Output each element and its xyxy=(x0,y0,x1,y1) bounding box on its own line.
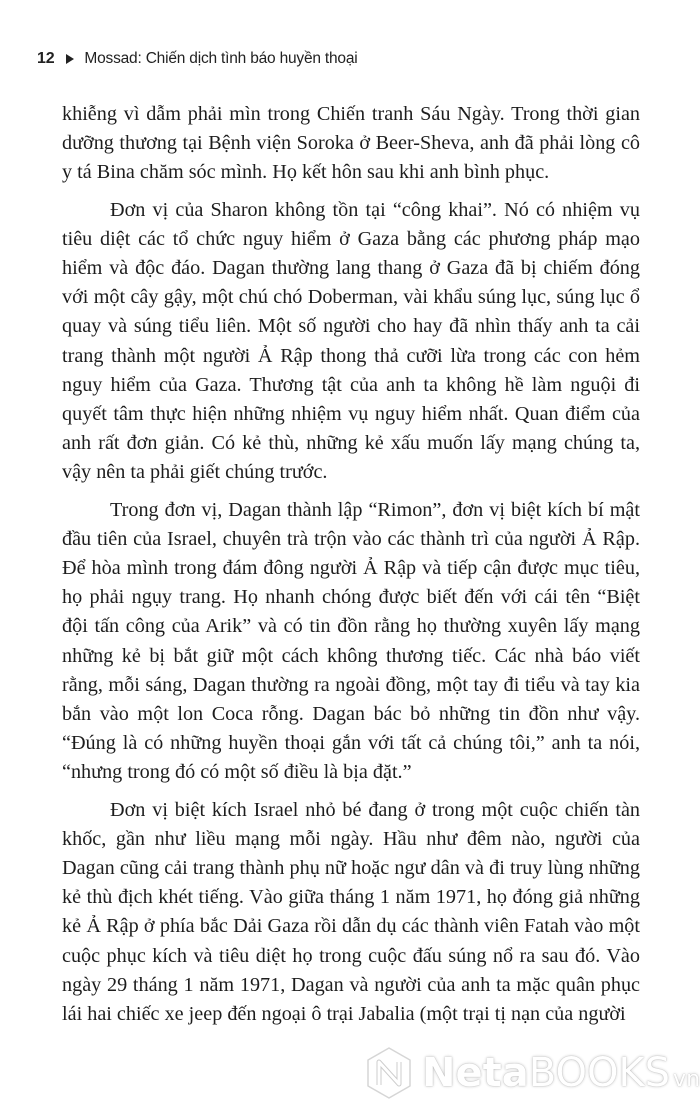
paragraph-1: khiễng vì dẫm phải mìn trong Chiến tranh Sáu Ngày. Trong thời gian dưỡng thương tại Bệnh viện Soroka ở Beer-Sheva, anh đã phải lòng cô y tá Bina chăm sóc mình. Họ kết hôn sau khi anh bình phục. xyxy=(62,103,640,184)
netabooks-watermark xyxy=(364,1045,700,1101)
triangle-right-icon xyxy=(66,54,74,64)
paragraph-2: Đơn vị của Sharon không tồn tại “công khai”. Nó có nhiệm vụ tiêu diệt các tổ chức nguy hiểm ở Gaza bằng các phương pháp mạo hiểm và độc đáo. Dagan thường lang thang ở Gaza đã bị chiếm đóng với một cây gậy, một chú chó Doberman, vài khẩu súng lục, súng lục ổ quay và súng tiểu liên. Một số người cho hay đã nhìn thấy anh ta cải trang thành một người Ả Rập thong thả cưỡi lừa trong các con hẻm nguy hiểm của Gaza. Thương tật của anh ta không hề làm nguội đi quyết tâm thực hiện những nhiệm vụ nguy hiểm nhất. Quan điểm của anh rất đơn giản. Có kẻ thù, những kẻ xấu muốn lấy mạng chúng ta, vậy nên ta phải giết chúng trước. xyxy=(62,198,640,484)
paragraph-3: Trong đơn vị, Dagan thành lập “Rimon”, đơn vị biệt kích bí mật đầu tiên của Israel, chuyên trà trộn vào các thành trì của người Ả Rập. Để hòa mình trong đám đông người Ả Rập và tiếp cận được mục tiêu, họ phải ngụy trang. Họ nhanh chóng được biết đến với cái tên “Biệt đội tấn công của Arik” và có tin đồn rằng họ thường xuyên lấy mạng những kẻ bị bắt giữ một cách không thương tiếc. Các nhà báo viết rằng, mỗi sáng, Dagan thường ra ngoài đồng, một tay đi tiểu và tay kia bắn vào một lon Coca rỗng. Dagan bác bỏ những tin đồn như vậy. “Đúng là có những huyền thoại gắn với tất cả chúng tôi,” anh ta nói, “nhưng trong đó có một số điều là bịa đặt.” xyxy=(62,498,640,784)
paragraph-4: Đơn vị biệt kích Israel nhỏ bé đang ở trong một cuộc chiến tàn khốc, gần như liều mạng mỗi ngày. Hầu như đêm nào, người của Dagan cũng cải trang thành phụ nữ hoặc ngư dân và đi truy lùng những kẻ thù địch khét tiếng. Vào giữa tháng 1 năm 1971, họ đóng giả những kẻ Ả Rập ở phía bắc Dải Gaza rồi dẫn dụ các thành viên Fatah vào một cuộc phục kích và tiêu diệt họ trong cuộc đấu súng nổ ra sau đó. Vào ngày 29 tháng 1 năm 1971, Dagan và người của anh ta mặc quân phục lái hai chiếc xe jeep đến ngoại ô trại Jabalia (một trại tị nạn của người xyxy=(62,798,640,1026)
watermark-brand-books: BOOKS xyxy=(528,1050,671,1096)
body-text xyxy=(62,100,640,1037)
watermark-brand-neta: Neta xyxy=(422,1050,529,1096)
page-number: 12 xyxy=(37,50,55,67)
running-header xyxy=(37,50,358,68)
netabooks-logo-icon xyxy=(364,1045,414,1101)
watermark-brand xyxy=(422,1050,700,1096)
book-title: Mossad: Chiến dịch tình báo huyền thoại xyxy=(84,50,358,67)
watermark-brand-suffix: vn xyxy=(673,1067,700,1092)
